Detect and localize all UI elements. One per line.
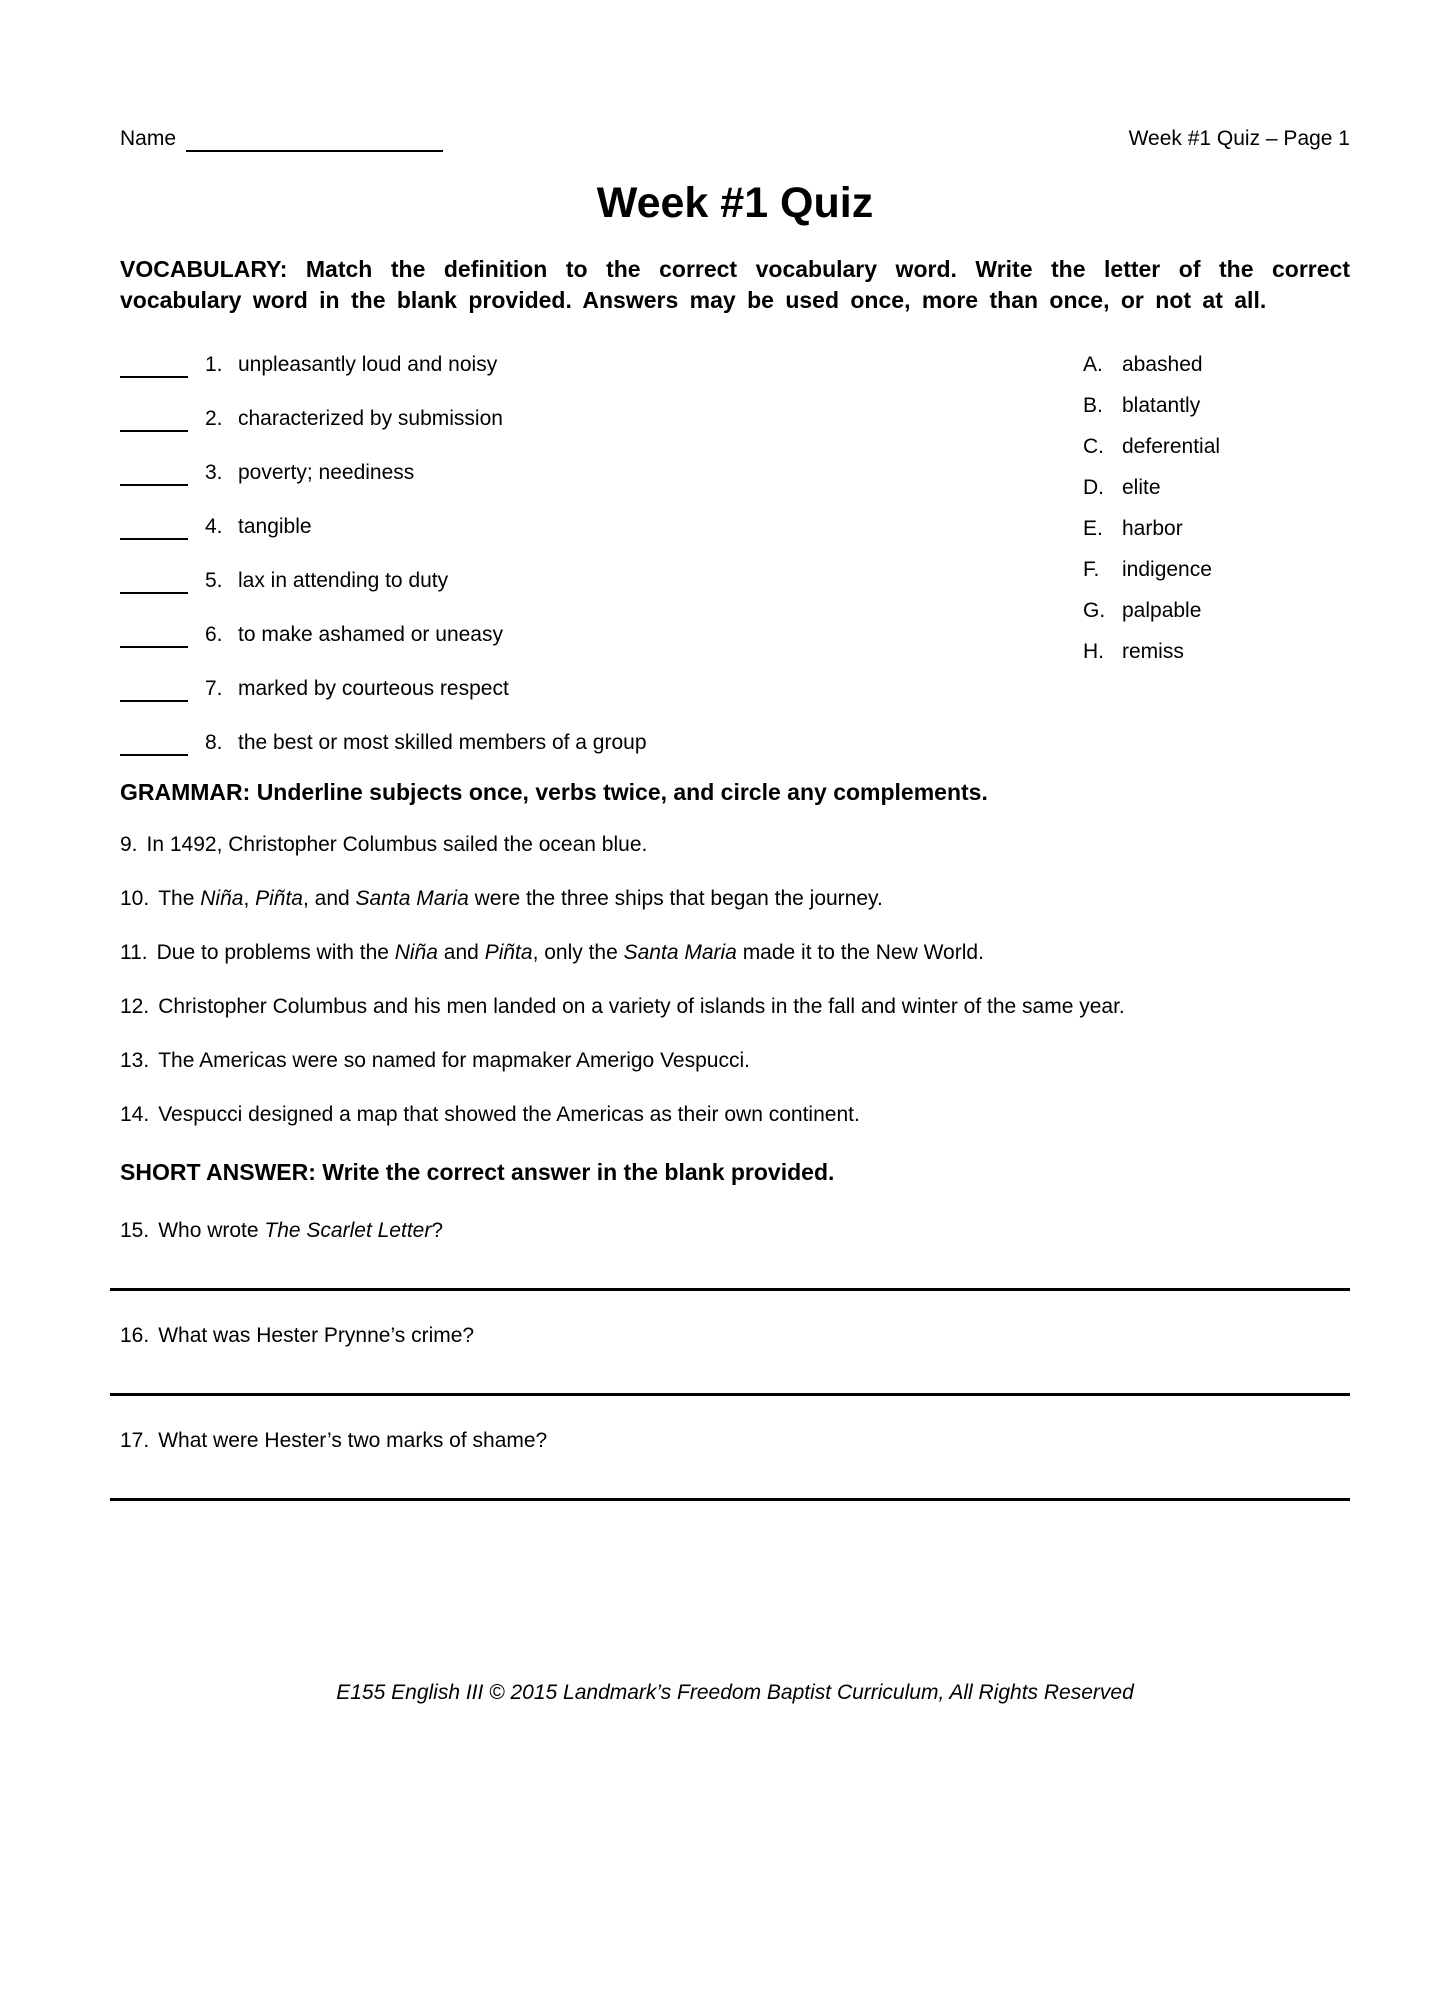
text-segment: were the three ships that began the journey. [468, 887, 883, 910]
italic-text-segment: The Scarlet Letter [264, 1219, 432, 1242]
vocab-item [120, 460, 1083, 486]
header-page-indicator: Week #1 Quiz – Page 1 [1128, 127, 1350, 150]
grammar-item [120, 940, 1350, 966]
grammar-item [120, 1102, 1350, 1128]
sentence-text [157, 940, 1350, 966]
short-answer-question [120, 1428, 1350, 1454]
text-segment: ? [431, 1219, 444, 1242]
text-segment: and [437, 941, 485, 964]
item-number: 10. [120, 887, 150, 910]
text-segment: , [243, 887, 256, 910]
text-segment: What was Hester Prynne’s crime? [158, 1324, 475, 1347]
text-segment: made it to the New World. [736, 941, 984, 964]
text-segment: The [158, 887, 201, 910]
choice-letter: G. [1083, 599, 1106, 622]
item-definition: marked by courteous respect [238, 677, 509, 700]
item-number: 8. [205, 731, 223, 754]
choice-letter: D. [1083, 476, 1104, 499]
question-text [158, 1218, 1350, 1244]
choice-letter: C. [1083, 435, 1104, 458]
vocab-item [120, 352, 1083, 378]
grammar-heading: GRAMMAR: Underline subjects once, verbs twice, and circle any complements. [120, 779, 988, 805]
italic-text-segment: Niña [394, 941, 438, 964]
answer-write-in-line [110, 1288, 1350, 1291]
item-number: 9. [120, 833, 138, 856]
vocab-choice [1083, 393, 1350, 419]
item-definition: tangible [238, 515, 312, 538]
answer-blank-line [120, 570, 188, 594]
name-field [120, 126, 443, 152]
choice-word: blatantly [1122, 394, 1201, 417]
sentence-text [158, 994, 1350, 1020]
text-segment: Who wrote [158, 1219, 265, 1242]
choice-word: elite [1122, 476, 1161, 499]
short-answer-question [120, 1323, 1350, 1349]
grammar-item [120, 1048, 1350, 1074]
italic-text-segment: Santa Maria [355, 887, 469, 910]
vocab-item [120, 730, 1083, 756]
sentence-text [158, 886, 1350, 912]
item-number: 3. [205, 461, 223, 484]
choice-word: remiss [1122, 640, 1184, 663]
sentence-text [147, 832, 1350, 858]
choice-word: harbor [1122, 517, 1183, 540]
choice-letter: F. [1083, 558, 1100, 581]
vocab-choice [1083, 352, 1350, 378]
short-answer-heading: SHORT ANSWER: Write the correct answer in the blank provided. [120, 1159, 835, 1185]
page-title: Week #1 Quiz [596, 179, 874, 227]
grammar-items-list [120, 832, 1350, 1128]
name-blank-line [186, 132, 443, 152]
answer-blank-line [120, 354, 188, 378]
question-text [158, 1323, 1350, 1349]
answer-blank-line [120, 678, 188, 702]
item-definition: to make ashamed or uneasy [238, 623, 503, 646]
italic-text-segment: Niña [200, 887, 244, 910]
item-definition: poverty; neediness [238, 461, 415, 484]
item-definition: unpleasantly loud and noisy [238, 353, 498, 376]
choice-word: deferential [1122, 435, 1221, 458]
page-header [120, 126, 1350, 152]
quiz-page [0, 126, 1445, 1996]
answer-blank-line [120, 462, 188, 486]
choice-word: palpable [1122, 599, 1202, 622]
text-segment: Vespucci designed a map that showed the Americas as their own continent. [158, 1103, 860, 1126]
italic-text-segment: Santa Maria [623, 941, 737, 964]
item-number: 6. [205, 623, 223, 646]
text-segment: What were Hester’s two marks of shame? [158, 1429, 548, 1452]
italic-text-segment: Piñta [484, 941, 533, 964]
item-number: 2. [205, 407, 223, 430]
vocabulary-instructions: VOCABULARY: Match the definition to the correct vocabulary word. Write the letter of the correct vocabulary word in the blank provided. Answers may be used once, more than once, or not at all. [120, 256, 1350, 313]
vocab-choice [1083, 475, 1350, 501]
choice-letter: A. [1083, 353, 1103, 376]
footer-copyright: E155 English III © 2015 Landmark’s Freedom Baptist Curriculum, All Rights Reserved [336, 1681, 1134, 1704]
item-number: 1. [205, 353, 223, 376]
grammar-item [120, 994, 1350, 1020]
sentence-text [158, 1048, 1350, 1074]
grammar-item [120, 832, 1350, 858]
answer-blank-line [120, 732, 188, 756]
item-number: 7. [205, 677, 223, 700]
answer-write-in-line [110, 1498, 1350, 1501]
text-segment: , and [302, 887, 356, 910]
vocab-item [120, 622, 1083, 648]
item-number: 13. [120, 1049, 150, 1072]
answer-blank-line [120, 516, 188, 540]
text-segment: Christopher Columbus and his men landed on a variety of islands in the fall and winter of the same year. [158, 995, 1125, 1018]
vocab-choice [1083, 598, 1350, 624]
vocab-choice [1083, 639, 1350, 665]
choice-letter: H. [1083, 640, 1104, 663]
question-text [158, 1428, 1350, 1454]
item-number: 12. [120, 995, 150, 1018]
vocabulary-definitions-list [120, 352, 1083, 756]
text-segment: In 1492, Christopher Columbus sailed the ocean blue. [146, 833, 648, 856]
grammar-item [120, 886, 1350, 912]
item-number: 5. [205, 569, 223, 592]
item-number: 15. [120, 1219, 150, 1242]
vocab-item [120, 568, 1083, 594]
short-answer-question [120, 1218, 1350, 1244]
vocab-item [120, 514, 1083, 540]
short-answer-items-list [120, 1218, 1350, 1501]
item-number: 4. [205, 515, 223, 538]
text-segment: The Americas were so named for mapmaker Amerigo Vespucci. [158, 1049, 750, 1072]
answer-blank-line [120, 408, 188, 432]
answer-write-in-line [110, 1393, 1350, 1396]
item-definition: the best or most skilled members of a group [238, 731, 647, 754]
vocab-item [120, 406, 1083, 432]
vocab-choice [1083, 434, 1350, 460]
item-number: 17. [120, 1429, 150, 1452]
choice-letter: B. [1083, 394, 1103, 417]
answer-blank-line [120, 624, 188, 648]
vocab-choice [1083, 516, 1350, 542]
text-segment: Due to problems with the [156, 941, 395, 964]
choice-word: indigence [1122, 558, 1212, 581]
item-number: 16. [120, 1324, 150, 1347]
choice-letter: E. [1083, 517, 1103, 540]
item-number: 14. [120, 1103, 150, 1126]
italic-text-segment: Piñta [255, 887, 303, 910]
choice-word: abashed [1122, 353, 1203, 376]
text-segment: , only the [532, 941, 624, 964]
item-definition: characterized by submission [238, 407, 503, 430]
item-number: 11. [120, 941, 148, 964]
name-label: Name [120, 127, 177, 150]
item-definition: lax in attending to duty [238, 569, 449, 592]
sentence-text [158, 1102, 1350, 1128]
vocab-item [120, 676, 1083, 702]
vocab-choice [1083, 557, 1350, 583]
vocabulary-matching-section [120, 352, 1350, 756]
vocabulary-choices-list [1083, 352, 1350, 756]
